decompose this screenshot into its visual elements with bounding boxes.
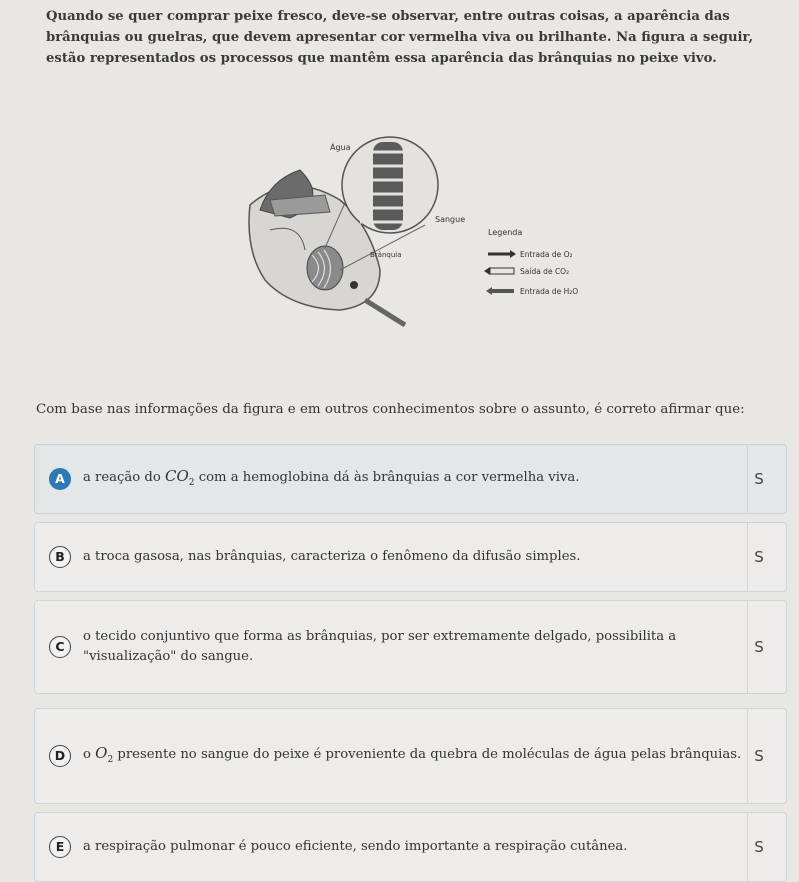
strikethrough-icon[interactable]: S <box>754 747 764 765</box>
option-e-letter: E <box>49 836 71 858</box>
option-a[interactable] <box>34 444 787 514</box>
legend-title: Legenda <box>488 228 523 237</box>
legend-co2-out: Saída de CO₂ <box>520 267 570 276</box>
option-c[interactable] <box>34 600 787 694</box>
option-c-text: o tecido conjuntivo que forma as brânquias, por ser extremamente delgado, possibilita a "visualização" do sangue. <box>83 629 677 664</box>
legend-h2o-in: Entrada de H₂O <box>520 287 579 296</box>
option-e[interactable] <box>34 812 787 882</box>
option-b-letter: B <box>49 546 71 568</box>
chem-co2: $CO_2$ <box>165 466 195 488</box>
strikethrough-icon[interactable]: S <box>754 470 764 488</box>
option-d[interactable] <box>34 708 787 804</box>
strikethrough-icon[interactable]: S <box>754 548 764 566</box>
label-water: Água <box>330 143 351 152</box>
strikethrough-icon[interactable]: S <box>754 838 764 856</box>
prompt-text: Com base nas informações da figura e em outros conhecimentos sobre o assunto, é correto afirmar que: <box>36 402 745 417</box>
option-b[interactable] <box>34 522 787 592</box>
question-text: Quando se quer comprar peixe fresco, deve-se observar, entre outras coisas, a aparência das brânquias ou guelras, que devem apresentar cor vermelha viva ou brilhante. Na figura a seguir, estão representados os processos que mantêm essa aparência das brânquias no peixe vivo. <box>46 9 754 66</box>
fish-gill-illustration <box>230 130 610 340</box>
label-blood: Sangue <box>435 215 466 224</box>
legend-o2-in: Entrada de O₂ <box>520 250 573 259</box>
strikethrough-icon[interactable]: S <box>754 638 764 656</box>
option-d-letter: D <box>49 745 71 767</box>
option-b-text: a troca gasosa, nas brânquias, caracteriza o fenômeno da difusão simples. <box>83 549 581 564</box>
option-d-text: o $O_2$ presente no sangue do peixe é proveniente da quebra de moléculas de água pelas brânquias. <box>83 743 742 765</box>
option-e-text: a respiração pulmonar é pouco eficiente, sendo importante a respiração cutânea. <box>83 839 628 854</box>
chem-o2: $O_2$ <box>95 743 114 765</box>
gill-figure <box>230 130 610 340</box>
option-a-text: a reação do $CO_2$ com a hemoglobina dá às brânquias a cor vermelha viva. <box>83 466 580 488</box>
label-gill: Brânquia <box>370 251 402 259</box>
option-c-letter: C <box>49 636 71 658</box>
option-a-letter: A <box>49 468 71 490</box>
